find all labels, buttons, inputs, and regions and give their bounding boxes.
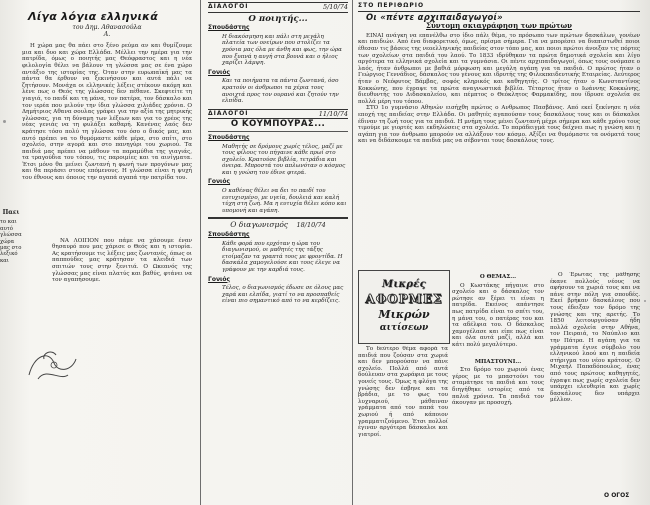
middle-masthead [208, 2, 348, 13]
label-student-3: Σπουδάστης [208, 231, 250, 239]
left-article-byline [22, 25, 192, 38]
right-article-subhead: Σύντομη σκιαγράφηση των πρώτων [426, 21, 572, 31]
scan-speck [644, 300, 646, 302]
left-article-body: Η χώρα μας θα πάει στο ξένο ρεύμα αν και θυμίζουμε μια και δυο και χώρα Ελλάδα. Μέλλει την ημέρα για την πατρίδα, όμως ο ποιητής μας Θεόφραστος και η νέα φιλολογία θέλει να βάλουν τη γλώσσα μας σε ένα χώρο αντάξιο της ιστορίας της. Όταν στην ευρωπαϊκή μας τα πάντα θα έρθουν να ξεκινήσουν και αυτά πάλι να ζητήσουν. Μονάχα οι ελληνικές λέξεις στέκουν ακόμη και λένε πως ο Θεός της γλώσσας δεν πέθανε. Σκεφτείτε τη γιαγιά, το παιδί και τη μάνα, τον πατέρα, τον δάσκαλο και τον ιερέα που μιλούν την ίδια γλώσσα χιλιάδες χρόνια. Ο Δημήτριος Αθανα σουλας γράφει για την αξία της μητρικής γλώσσας, για τη δύναμη των λέξεων και για το χρέος της νέας γενιάς να τη φυλάξει καθαρή. Κανένας λαός δεν κράτησε τόσο πολύ τη γλώσσα του όσο ο δικός μας, και αυτό πρέπει να το θυμόμαστε κάθε μέρα, στο σπίτι, στο σχολείο, στην αγορά και στο πανηγύρι του χωριού. Τα παιδιά μας πρέπει να μάθουν τα παραμύθια της γιαγιάς, τα τραγούδια του τόπου, τις παροιμίες και τα αινίγματα. Έτσι μόνο θα μείνει ζωντανή η φωνή των προγόνων μας και θα περάσει στους επόμενους. Η γλώσσα είναι η ψυχή του έθνους και όποιος την αγαπά αγαπά την πατρίδα του. [22, 43, 192, 182]
contest-date: 18/10/74 [296, 221, 326, 230]
left-article-body-continued: ΝΑ ΛΟΙΠΟΝ που πάμε να χάσουμε έναν θησαυρό που μας χάρισε ο Θεός και η ιστορία. Ας κρατήσουμε τις λέξεις μας ζωντανές, όπως οι παππούδες μας κράτησαν τα κλειδιά των σπιτιών τους στην ξενιτιά. Ο Ωκεανός της γλώσσας μας είναι πλατύς και βαθύς, φτάνει να τον αγαπήσουμε. [52, 237, 192, 284]
section-title-koumpouras: Ο ΚΟΥΜΠΟΥΡΑΣ... [230, 119, 326, 130]
label-student-2: Σπουδάστης [208, 133, 250, 141]
middle-masthead-2 [208, 109, 348, 120]
box-line-1: Μικρές [381, 279, 427, 290]
poem-student-2: Μαθητής σε δρόμους χωρίς τέλος, μαζί με τους φίλους του πήγαινε κάθε πρωί στο σχολείο. Κρατούσε βιβλία, τετράδια και όνειρα. Μπροστά του απλωνόταν ο κόσμος και η γνώση του έδινε φτερά. [222, 143, 346, 176]
poem-student-3: Κάθε φορά που ερχόταν η ώρα του διαγωνισμού, οι μαθητές της τάξης ετοίμαζαν τα γραπτά τους με φροντίδα. Η δασκάλα χαμογελούσε και τους έλεγε να γράφουν με την καρδιά τους. [222, 240, 343, 273]
byline-initial: Α. [103, 30, 111, 38]
section-title-poet: Ο ποιητής... [248, 13, 308, 24]
section-rule [208, 131, 348, 132]
right-article-body: ΕΙΝΑΙ ανάγκη να επανέλθω στο ίδιο πάλι θέμα, το πρόσωπο των πρώτων δασκάλων, γονέων και παιδιών. Από ένα διαφορετικό, όμως, πρίσμα σήμερα. Για να μπορέσει να διαπιστωθεί ποιοι έθεσαν τις βάσεις της νεοελληνικής παιδείας στον τόπο μας, και ποιοι πρώτοι άνοιξαν τις πόρτες των σχολείων στα παιδιά του λαού. Το 1833 ιδρύθηκαν τα πρώτα δημοτικά σχολεία και λίγο αργότερα τα ελληνικά σχολεία και τα γυμνάσια. Οι πέντε αρχιπαιδαγωγοί, όπως τους ονόμασε ο λαός, ήταν άνθρωποι με βαθιά μόρφωση και μεγάλη αγάπη για τα παιδιά. Ο πρώτος ήταν ο Γεώργιος Γεννάδιος, δάσκαλος του γένους και ιδρυτής της Φιλεκπαιδευτικής Εταιρείας. Δεύτερος ήταν ο Νεόφυτος Βάμβας, σοφός κληρικός και καθηγητής. Ο τρίτος ήταν ο Κωνσταντίνος Κοκκώνης, που έγραψε τα πρώτα αναγνωστικά βιβλία. Τέταρτος ήταν ο Ιωάννης Κοκκώνης, διευθυντής του Διδασκαλείου, και πέμπτος ο Θεόκλητος Φαρμακίδης, που ίδρυσε σχολεία σε πολλά μέρη του τόπου. [358, 32, 640, 105]
left-article [22, 8, 192, 503]
poem-parent-3: Τέλος, ο διαγωνισμός έδωσε σε όλους μας χαρά και ελπίδα, γιατί το να προσπαθείς είναι πιο σημαντικό από το να κερδίζεις. [222, 285, 344, 305]
right-lower-body: Ο Έρωτας της μάθησης έκανε πολλούς νέους να αφήσουν τα χωριά τους και να πάνε στην πόλη για σπουδές. Εκεί βρήκαν δασκάλους που τους έδειξαν τον δρόμο της γνώσης και της αρετής. Το 1850 λειτουργούσαν ήδη πολλά σχολεία στην Αθήνα, τον Πειραιά, το Ναύπλιο και την Πάτρα. Η αγάπη για τα γράμματα έγινε σύμβολο του ελληνικού λαού και η παιδεία στήριγμα του νέου κράτους. Ο Μιχαήλ Παπαδόπουλος, ένας από τους πρώτους καθηγητές, έγραψε πως χωρίς σχολεία δεν υπάρχει ελευθερία και χωρίς δασκάλους δεν υπάρχει μέλλον. [550, 272, 640, 404]
left-article-title: Λίγα λόγια ελληνικά [28, 10, 159, 23]
label-parent: Γονιός [208, 68, 231, 76]
contest-title: Ο διαγωνισμός [230, 220, 289, 230]
signoff: Ο ΟΓΟΣ [604, 492, 630, 499]
poem-parent: Και τα ποιήματα τα πάντα ζωντανά, όσο κρατούν οι άνθρωποι τα χέρια τους ανοιχτά προς τον ουρανό και ζητούν την ελπίδα. [222, 78, 339, 105]
sidebar-text: το και αυτό γλώσσα χώρα μας στο λεξικό και [0, 219, 22, 264]
column-divider [200, 0, 201, 505]
anecdotes-column [452, 272, 544, 502]
poem-student: Η διακόσμηση και πάλι στη μεγάλη πλατεία των ονείρων που στολίζει τα χρόνια μας όλα με άνθη και φως, την ώρα που ξυπνά η αυγή στα βουνά και ο ήλιος χαρίζει λάμψη. [222, 33, 342, 67]
masthead-label: ΔΙΑΛΟΓΟΙ [208, 3, 249, 10]
scan-speck [3, 120, 6, 123]
middle-column [208, 2, 348, 502]
anecdote-body-1: Ο Κωστάκης πήγαινε στο σχολείο και ο δάσκαλος τον ρώτησε αν ξέρει τι είναι η πατρίδα. Εκείνος απάντησε πως πατρίδα είναι το σπίτι του, η μάνα του, ο πατέρας του και τα αδέλφια του. Ο δάσκαλος χαμογέλασε και είπε πως είναι και όλα αυτά μαζί, αλλά και κάτι πολύ μεγαλύτερο. [452, 282, 544, 348]
lower-left-small-column [358, 346, 448, 504]
label-parent-3: Γονιός [208, 275, 231, 283]
left-margin-sidebar [0, 210, 22, 264]
masthead-date-2: 11/10/74 [318, 109, 348, 118]
decorative-flourish-icon [24, 345, 84, 385]
box-line-4: αιτίσεων [379, 323, 429, 333]
box-line-3: Μικρών [378, 308, 430, 321]
lower-left-small-body: Το δεύτερο θέμα αφορά τα παιδιά που ζούσαν στα χωριά και δεν μπορούσαν να πάνε σχολείο. Πολλά από αυτά δούλευαν στα χωράφια με τους γονείς τους. Όμως η φλόγα της γνώσης δεν έσβηνε και τα βράδια, με το φως του λυχναριού, μάθαιναν γράμματα από τον παπά του χωριού ή από κάποιον γραμματιζούμενο. Έτσι πολλοί έγιναν αργότερα δάσκαλοι και γιατροί. [358, 346, 448, 438]
anecdote-heading-1: Ο ΘΕΜΑΣ... [479, 274, 517, 280]
right-article-body-b: ΣΤΟ 1ο γυμνάσιο Αθηνών εισήχθη πρώτος ο Ανθρωπος Πασβάνος. Από εκεί ξεκίνησε η νέα εποχή της παιδείας στην Ελλάδα. Οι μαθητές αγαπούσαν τους δασκάλους τους και οι δάσκαλοι έδιναν τη ζωή τους για τα παιδιά. Η μνήμη τους μένει ζωντανή μέχρι σήμερα και κάθε χρόνο τους τιμούμε με γιορτές και εκδηλώσεις στα σχολεία. Το παράδειγμά τους δείχνει πως η γνώση και η αγάπη για τον άνθρωπο μπορούν να αλλάξουν τον κόσμο. Αξίζει να θυμόμαστε τα ονόματά τους και να διδάσκουμε τα παιδιά μας να σέβονται τους δασκάλους τους. [358, 105, 640, 145]
section-title-contest [208, 222, 348, 229]
section-rule-thick [208, 217, 348, 219]
label-parent-2: Γονιός [208, 178, 231, 186]
box-line-2: ΑΦΟΡΜΕΣ [365, 292, 443, 306]
right-lower-column [550, 272, 640, 502]
right-masthead: ΣΤΟ ΠΕΡΙΘΩΡΙΟ [358, 2, 640, 12]
right-article-title: Οι «πέντε αρχιπαιδαγωγοί» [366, 11, 503, 22]
label-student: Σπουδάστης [208, 24, 250, 32]
masthead-label-2: ΔΙΑΛΟΓΟΙ [208, 109, 249, 117]
column-logo-box [358, 270, 450, 344]
right-article [358, 2, 640, 268]
anecdote-body-2: Στο δρόμο του χωριού ένας γέρος με το μπαστούνι του σταμάτησε τα παιδιά και τους διηγήθηκε ιστορίες από τα παλιά χρόνια. Τα παιδιά τον άκουγαν με προσοχή. [452, 367, 544, 407]
masthead-date: 5/10/74 [322, 3, 348, 11]
sidebar-heading: Παει [2, 209, 20, 216]
poem-parent-2: Ο καθένας θέλει να δει το παιδί του ευτυχισμένο, με υγεία, δουλειά και καλή τύχη στη ζωή. Μα η ευτυχία θέλει κόπο και υπομονή και αγάπη. [222, 188, 347, 214]
byline-text: του Δημ. Αθανασούλα [72, 24, 142, 31]
anecdote-heading-2: ΜΠΑΣΤΟΥΝΙ... [474, 358, 522, 365]
column-divider [352, 0, 353, 505]
